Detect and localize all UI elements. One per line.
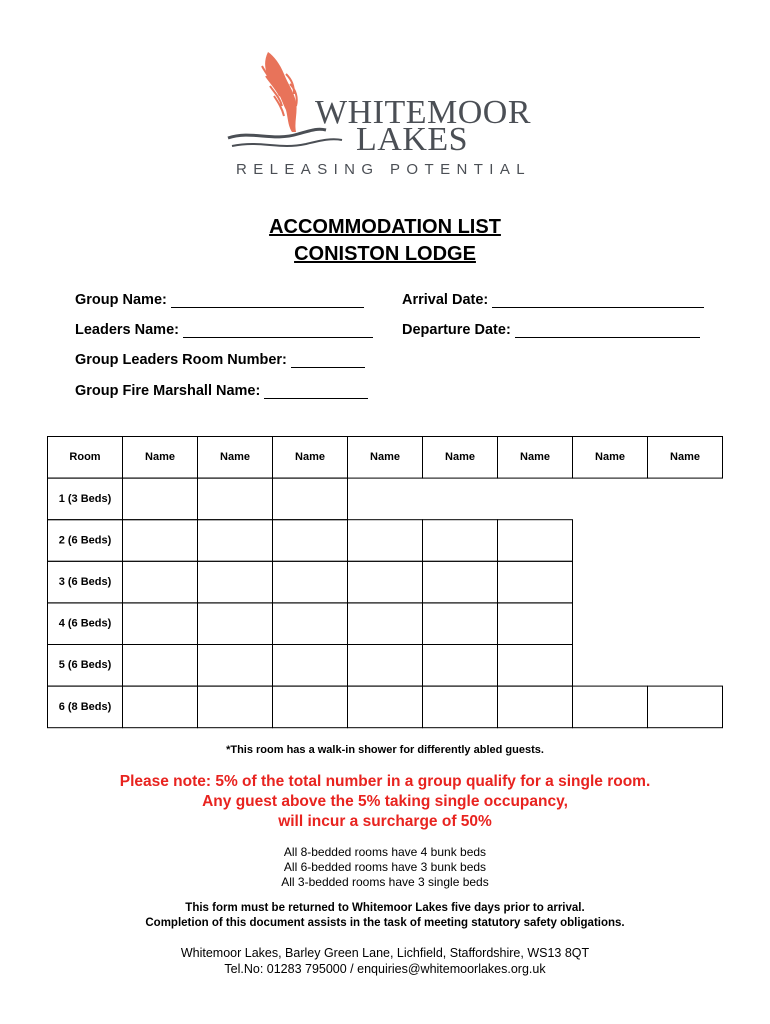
name-cell[interactable] bbox=[123, 686, 198, 728]
arrival-date-field[interactable] bbox=[402, 292, 704, 308]
document-title: ACCOMMODATION LIST bbox=[269, 216, 501, 238]
feather-icon bbox=[262, 52, 297, 132]
name-cell[interactable] bbox=[423, 603, 498, 645]
departure-date-input-line[interactable] bbox=[515, 323, 700, 338]
name-cell[interactable] bbox=[123, 478, 198, 520]
name-cell[interactable] bbox=[198, 686, 273, 728]
name-cell[interactable] bbox=[123, 520, 198, 562]
document-subtitle: CONISTON LODGE bbox=[294, 243, 476, 265]
single-room-note-line3: will incur a surcharge of 50% bbox=[278, 813, 492, 830]
name-cell[interactable] bbox=[648, 686, 723, 728]
brand-name-line1: WHITEMOOR bbox=[315, 94, 532, 131]
beds-info-line1: All 8-bedded rooms have 4 bunk beds bbox=[283, 845, 487, 859]
name-cell[interactable] bbox=[573, 686, 648, 728]
group-name-field[interactable] bbox=[75, 292, 364, 308]
header-name: Name bbox=[220, 451, 250, 464]
leaders-name-field[interactable] bbox=[75, 322, 373, 338]
header-room: Room bbox=[69, 451, 101, 464]
room-label: 5 (6 Beds) bbox=[58, 659, 112, 672]
room-label: 1 (3 Beds) bbox=[58, 492, 112, 505]
header-name: Name bbox=[445, 451, 475, 464]
leaders-name-label: Leaders Name: bbox=[75, 322, 179, 338]
name-cell[interactable] bbox=[273, 520, 348, 562]
name-cell[interactable] bbox=[498, 561, 573, 603]
name-cell[interactable] bbox=[123, 603, 198, 645]
name-cell[interactable] bbox=[273, 686, 348, 728]
name-cell[interactable] bbox=[198, 520, 273, 562]
name-cell[interactable] bbox=[348, 561, 423, 603]
name-cell[interactable] bbox=[123, 645, 198, 687]
return-form-note-line1: This form must be returned to Whitemoor Lakes five days prior to arrival. bbox=[185, 902, 585, 914]
brand-name-line2: LAKES bbox=[356, 121, 469, 158]
name-cell[interactable] bbox=[123, 561, 198, 603]
name-cell[interactable] bbox=[348, 603, 423, 645]
name-cell[interactable] bbox=[423, 686, 498, 728]
header-name: Name bbox=[145, 451, 175, 464]
name-cell[interactable] bbox=[273, 645, 348, 687]
name-cell[interactable] bbox=[423, 645, 498, 687]
room-label: 2 (6 Beds) bbox=[58, 534, 112, 547]
departure-date-label: Departure Date: bbox=[402, 322, 511, 338]
name-cell[interactable] bbox=[498, 603, 573, 645]
single-room-note-line1: Please note: 5% of the total number in a group qualify for a single room. bbox=[119, 773, 651, 790]
name-cell[interactable] bbox=[273, 561, 348, 603]
return-form-note-line2: Completion of this document assists in the task of meeting statutory safety obligations. bbox=[145, 917, 625, 929]
group-name-label: Group Name: bbox=[75, 292, 167, 308]
arrival-date-input-line[interactable] bbox=[492, 293, 704, 308]
fire-marshall-name-input-line[interactable] bbox=[264, 384, 368, 399]
name-cell[interactable] bbox=[198, 478, 273, 520]
name-cell[interactable] bbox=[498, 686, 573, 728]
name-cell[interactable] bbox=[423, 520, 498, 562]
room-label: 3 (6 Beds) bbox=[58, 576, 112, 589]
name-cell[interactable] bbox=[348, 645, 423, 687]
header-name: Name bbox=[595, 451, 625, 464]
name-cell[interactable] bbox=[348, 686, 423, 728]
departure-date-field[interactable] bbox=[402, 322, 700, 338]
header-name: Name bbox=[670, 451, 700, 464]
contact-line: Tel.No: 01283 795000 / enquiries@whitemoorlakes.org.uk bbox=[224, 962, 546, 976]
room-label: 6 (8 Beds) bbox=[58, 700, 112, 713]
name-cell[interactable] bbox=[198, 603, 273, 645]
header-name: Name bbox=[520, 451, 550, 464]
name-cell[interactable] bbox=[198, 561, 273, 603]
name-cell[interactable] bbox=[498, 645, 573, 687]
room-label: 4 (6 Beds) bbox=[58, 617, 112, 630]
beds-info-line3: All 3-bedded rooms have 3 single beds bbox=[281, 875, 489, 889]
leaders-room-number-input-line[interactable] bbox=[291, 353, 365, 368]
fire-marshall-name-label: Group Fire Marshall Name: bbox=[75, 383, 261, 399]
accommodation-table bbox=[47, 436, 725, 730]
arrival-date-label: Arrival Date: bbox=[402, 292, 489, 308]
leaders-name-input-line[interactable] bbox=[183, 323, 373, 338]
name-cell[interactable] bbox=[198, 645, 273, 687]
leaders-room-number-label: Group Leaders Room Number: bbox=[75, 352, 287, 368]
brand-tagline: RELEASING POTENTIAL bbox=[236, 161, 531, 178]
shower-note: *This room has a walk-in shower for differently abled guests. bbox=[226, 744, 544, 756]
header-name: Name bbox=[370, 451, 400, 464]
name-cell[interactable] bbox=[423, 561, 498, 603]
name-cell[interactable] bbox=[273, 603, 348, 645]
name-cell[interactable] bbox=[498, 520, 573, 562]
fire-marshall-name-field[interactable] bbox=[75, 383, 368, 399]
address-line: Whitemoor Lakes, Barley Green Lane, Lichfield, Staffordshire, WS13 8QT bbox=[180, 946, 590, 960]
beds-info-line2: All 6-bedded rooms have 3 bunk beds bbox=[283, 860, 487, 874]
single-room-note-line2: Any guest above the 5% taking single occupancy, bbox=[202, 793, 568, 810]
name-cell[interactable] bbox=[273, 478, 348, 520]
group-name-input-line[interactable] bbox=[171, 293, 364, 308]
header-name: Name bbox=[295, 451, 325, 464]
name-cell[interactable] bbox=[348, 520, 423, 562]
leaders-room-number-field[interactable] bbox=[75, 352, 365, 368]
